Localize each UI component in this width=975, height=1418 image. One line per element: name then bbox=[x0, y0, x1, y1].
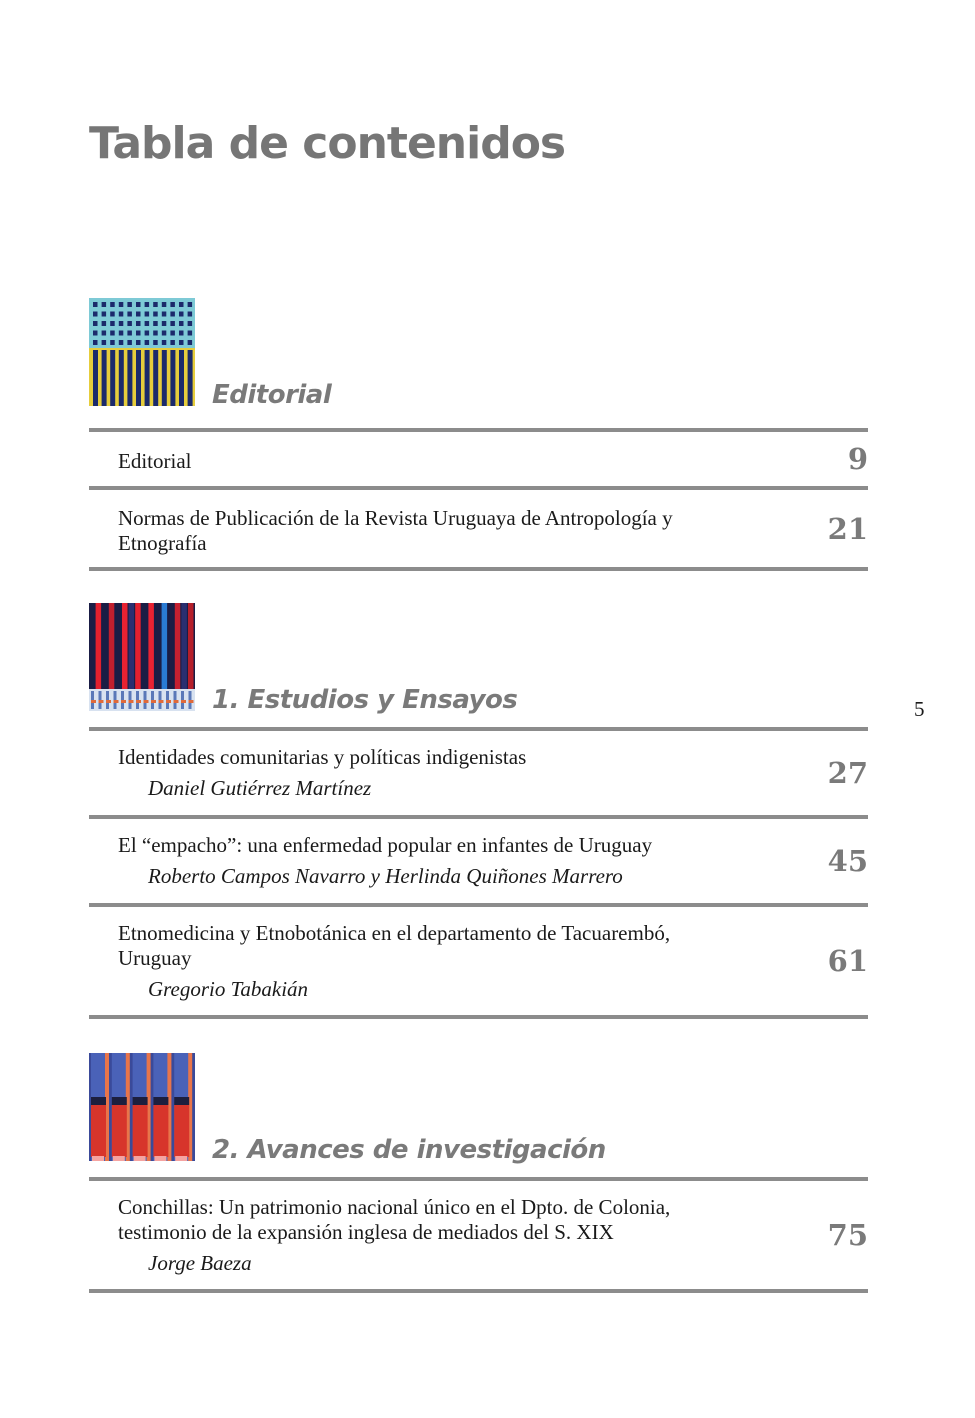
divider bbox=[89, 567, 868, 571]
page-folio-number: 5 bbox=[914, 697, 925, 721]
toc-entry[interactable] bbox=[89, 819, 868, 903]
toc-entry[interactable] bbox=[89, 432, 868, 486]
section-avances-de-investigacion bbox=[89, 1053, 868, 1293]
section-thumbnail-editorial bbox=[89, 298, 195, 406]
section-header bbox=[89, 603, 868, 715]
entry-title[interactable]: El “empacho”: una enfermedad popular en infantes de Uruguay bbox=[118, 833, 653, 857]
section-thumbnail-estudios bbox=[89, 603, 195, 711]
section-thumbnail-avances bbox=[89, 1053, 195, 1161]
entry-title[interactable]: Conchillas: Un patrimonio nacional único en el Dpto. de Colonia, testimonio de la expansión inglesa de mediados del S. XIX bbox=[118, 1195, 671, 1244]
toc-entry[interactable] bbox=[89, 490, 868, 567]
page-title: Tabla de contenidos bbox=[89, 118, 566, 169]
entry-author: Daniel Gutiérrez Martínez bbox=[148, 776, 372, 800]
section-header bbox=[89, 298, 868, 410]
section-header bbox=[89, 1053, 868, 1165]
entry-title[interactable]: Editorial bbox=[118, 449, 192, 473]
toc-entry[interactable] bbox=[89, 907, 868, 1015]
toc-entry[interactable] bbox=[89, 731, 868, 815]
entry-page-number: 45 bbox=[827, 844, 868, 878]
toc-entry[interactable] bbox=[89, 1181, 868, 1289]
section-estudios-y-ensayos bbox=[89, 603, 868, 1019]
entry-page-number: 27 bbox=[827, 756, 868, 790]
entry-page-number: 21 bbox=[827, 511, 868, 546]
entry-author: Jorge Baeza bbox=[148, 1251, 252, 1275]
divider bbox=[89, 1015, 868, 1019]
section-title: 1. Estudios y Ensayos bbox=[212, 685, 518, 715]
divider bbox=[89, 1289, 868, 1293]
entry-title[interactable]: Identidades comunitarias y políticas indigenistas bbox=[118, 745, 527, 769]
entry-title[interactable]: Normas de Publicación de la Revista Uruguaya de Antropología y Etnografía bbox=[118, 506, 673, 555]
entry-page-number: 75 bbox=[827, 1218, 868, 1252]
entry-title[interactable]: Etnomedicina y Etnobotánica en el departamento de Tacuarembó, Uruguay bbox=[118, 921, 671, 970]
entry-author: Gregorio Tabakián bbox=[148, 977, 309, 1001]
section-title: Editorial bbox=[212, 380, 332, 410]
section-title: 2. Avances de investigación bbox=[212, 1135, 606, 1165]
entry-page-number: 61 bbox=[827, 944, 868, 978]
entry-page-number: 9 bbox=[847, 442, 868, 476]
entry-author: Roberto Campos Navarro y Herlinda Quiñones Marrero bbox=[148, 864, 623, 888]
section-editorial bbox=[89, 298, 868, 571]
